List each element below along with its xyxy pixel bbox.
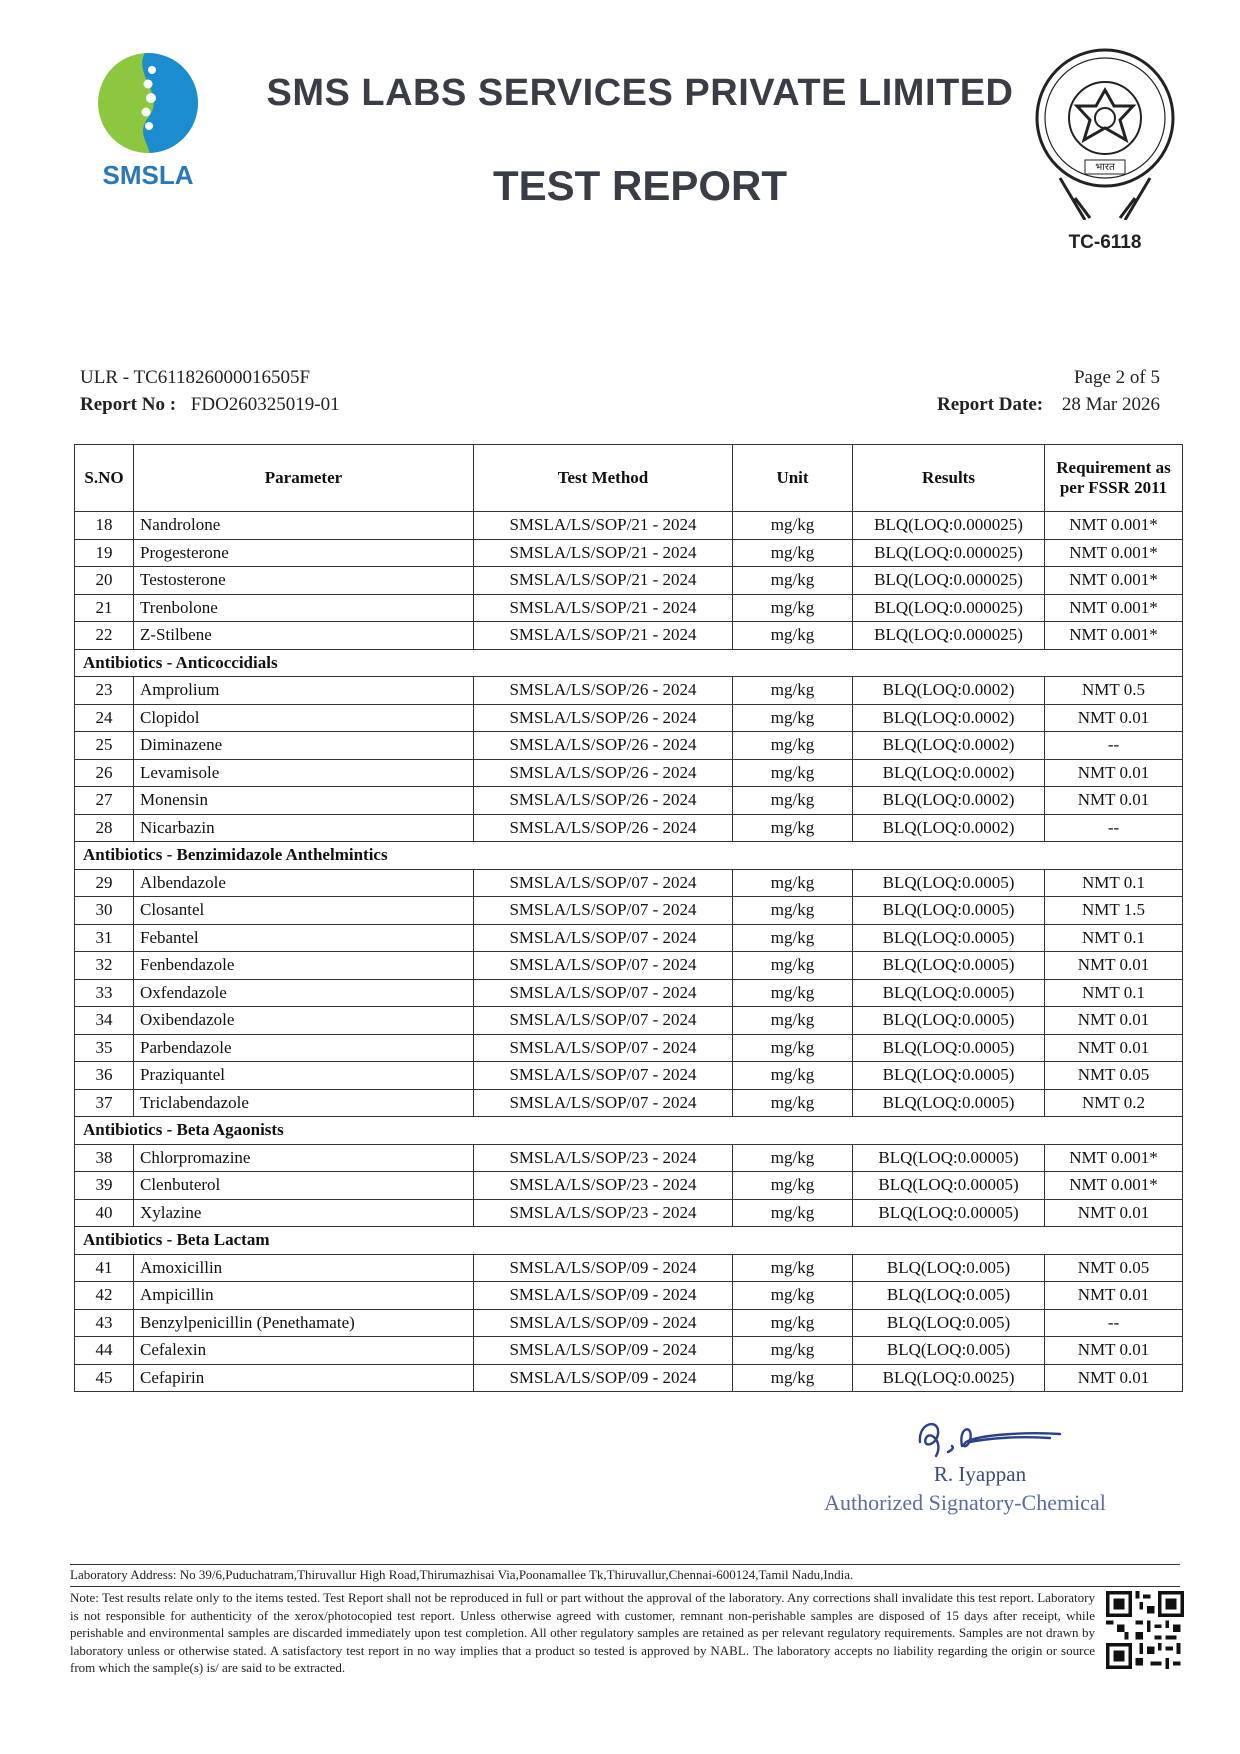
- signatory-role: Authorized Signatory-Chemical: [824, 1490, 1106, 1515]
- cell-unit: mg/kg: [733, 539, 853, 567]
- cell-result: BLQ(LOQ:0.0005): [853, 1062, 1045, 1090]
- cell-sno: 44: [75, 1337, 134, 1365]
- cell-unit: mg/kg: [733, 1062, 853, 1090]
- table-row: [75, 512, 1183, 540]
- cell-result: BLQ(LOQ:0.0002): [853, 732, 1045, 760]
- cell-test-method: SMSLA/LS/SOP/07 - 2024: [474, 1089, 733, 1117]
- cell-unit: mg/kg: [733, 677, 853, 705]
- cell-test-method: SMSLA/LS/SOP/07 - 2024: [474, 869, 733, 897]
- cell-test-method: SMSLA/LS/SOP/07 - 2024: [474, 979, 733, 1007]
- cell-parameter: Closantel: [134, 897, 474, 925]
- accreditation-code: TC-6118: [1068, 232, 1142, 253]
- cell-parameter: Benzylpenicillin (Penethamate): [134, 1309, 474, 1337]
- section-title: Antibiotics - Benzimidazole Anthelmintics: [75, 842, 1183, 870]
- cell-unit: mg/kg: [733, 924, 853, 952]
- cell-parameter: Praziquantel: [134, 1062, 474, 1090]
- cell-unit: mg/kg: [733, 512, 853, 540]
- ulr-number: ULR - TC611826000016505F: [80, 367, 311, 388]
- cell-parameter: Cefalexin: [134, 1337, 474, 1365]
- cell-sno: 42: [75, 1282, 134, 1310]
- cell-result: BLQ(LOQ:0.000025): [853, 567, 1045, 595]
- cell-parameter: Nicarbazin: [134, 814, 474, 842]
- table-row: [75, 1144, 1183, 1172]
- cell-unit: mg/kg: [733, 1089, 853, 1117]
- company-name: SMS LABS SERVICES PRIVATE LIMITED: [266, 72, 1014, 114]
- column-header-results: Results: [853, 445, 1045, 512]
- cell-sno: 19: [75, 539, 134, 567]
- cell-unit: mg/kg: [733, 1172, 853, 1200]
- cell-unit: mg/kg: [733, 1007, 853, 1035]
- cell-sno: 29: [75, 869, 134, 897]
- cell-parameter: Monensin: [134, 787, 474, 815]
- cell-sno: 25: [75, 732, 134, 760]
- cell-parameter: Diminazene: [134, 732, 474, 760]
- cell-test-method: SMSLA/LS/SOP/09 - 2024: [474, 1337, 733, 1365]
- cell-unit: mg/kg: [733, 1337, 853, 1365]
- cell-requirement: NMT 0.001*: [1045, 1144, 1183, 1172]
- cell-sno: 36: [75, 1062, 134, 1090]
- disclaimer-note: Note: Test results relate only to the items tested. Test Report shall not be reproduced in full or part without the approval of the laboratory. Any corrections shall invalidate this test report. Laboratory is not responsible for authenticity of the xerox/photocopied test report. Unless otherwise agreed with customer, remnant non-perishable samples are disposed of 15 days after receipt, while perishable and environmental samples are discarded immediately upon test completion. All other regulatory samples are retained as per relevant regulatory requirements. Samples are not drawn by laboratory unless or otherwise stated. A satisfactory test report in no way implies that a product so tested is approved by NABL. The laboratory accepts no liability regarding the origin or source from which the sample(s) is/ are said to be extracted.: [70, 1590, 1095, 1675]
- table-row: [75, 924, 1183, 952]
- cell-result: BLQ(LOQ:0.000025): [853, 622, 1045, 650]
- cell-unit: mg/kg: [733, 897, 853, 925]
- cell-result: BLQ(LOQ:0.0005): [853, 1034, 1045, 1062]
- table-row: [75, 1007, 1183, 1035]
- cell-sno: 31: [75, 924, 134, 952]
- table-row: [75, 677, 1183, 705]
- cell-unit: mg/kg: [733, 979, 853, 1007]
- cell-result: BLQ(LOQ:0.0005): [853, 952, 1045, 980]
- cell-unit: mg/kg: [733, 594, 853, 622]
- cell-unit: mg/kg: [733, 952, 853, 980]
- cell-sno: 18: [75, 512, 134, 540]
- cell-sno: 22: [75, 622, 134, 650]
- table-row: [75, 732, 1183, 760]
- cell-result: BLQ(LOQ:0.0005): [853, 924, 1045, 952]
- cell-test-method: SMSLA/LS/SOP/26 - 2024: [474, 759, 733, 787]
- cell-result: BLQ(LOQ:0.0002): [853, 814, 1045, 842]
- table-row: [75, 594, 1183, 622]
- cell-result: BLQ(LOQ:0.005): [853, 1254, 1045, 1282]
- cell-test-method: SMSLA/LS/SOP/26 - 2024: [474, 787, 733, 815]
- cell-requirement: NMT 0.01: [1045, 759, 1183, 787]
- section-header-row: [75, 649, 1183, 677]
- cell-sno: 33: [75, 979, 134, 1007]
- footer-divider-2: [70, 1586, 1180, 1587]
- cell-requirement: NMT 0.01: [1045, 1034, 1183, 1062]
- cell-sno: 23: [75, 677, 134, 705]
- cell-result: BLQ(LOQ:0.0002): [853, 704, 1045, 732]
- accreditation-seal: [1030, 48, 1180, 220]
- section-title: Antibiotics - Anticoccidials: [75, 649, 1183, 677]
- cell-sno: 27: [75, 787, 134, 815]
- section-header-row: [75, 842, 1183, 870]
- cell-sno: 32: [75, 952, 134, 980]
- signatory-name: R. Iyappan: [933, 1462, 1027, 1486]
- table-row: [75, 567, 1183, 595]
- cell-parameter: Fenbendazole: [134, 952, 474, 980]
- cell-sno: 30: [75, 897, 134, 925]
- cell-requirement: NMT 0.05: [1045, 1062, 1183, 1090]
- table-header-row: [75, 445, 1183, 512]
- cell-result: BLQ(LOQ:0.005): [853, 1309, 1045, 1337]
- cell-requirement: NMT 0.01: [1045, 1337, 1183, 1365]
- company-logo: [88, 48, 208, 198]
- cell-requirement: NMT 0.001*: [1045, 567, 1183, 595]
- cell-sno: 34: [75, 1007, 134, 1035]
- laboratory-address: Laboratory Address: No 39/6,Puduchatram,Thiruvallur High Road,Thirumazhisai Via,Poonamallee Tk,Thiruvallur,Chennai-600124,Tamil Nadu,India.: [70, 1567, 854, 1582]
- cell-unit: mg/kg: [733, 814, 853, 842]
- cell-parameter: Amprolium: [134, 677, 474, 705]
- cell-test-method: SMSLA/LS/SOP/21 - 2024: [474, 539, 733, 567]
- cell-requirement: NMT 0.2: [1045, 1089, 1183, 1117]
- cell-test-method: SMSLA/LS/SOP/26 - 2024: [474, 732, 733, 760]
- table-row: [75, 1089, 1183, 1117]
- footer-divider: [70, 1564, 1180, 1565]
- cell-result: BLQ(LOQ:0.0005): [853, 897, 1045, 925]
- cell-requirement: NMT 0.1: [1045, 979, 1183, 1007]
- table-row: [75, 979, 1183, 1007]
- cell-result: BLQ(LOQ:0.00005): [853, 1199, 1045, 1227]
- cell-sno: 39: [75, 1172, 134, 1200]
- cell-parameter: Febantel: [134, 924, 474, 952]
- section-title: Antibiotics - Beta Agaonists: [75, 1117, 1183, 1145]
- cell-parameter: Parbendazole: [134, 1034, 474, 1062]
- cell-requirement: NMT 0.01: [1045, 952, 1183, 980]
- table-row: [75, 622, 1183, 650]
- cell-requirement: NMT 0.05: [1045, 1254, 1183, 1282]
- table-row: [75, 952, 1183, 980]
- cell-unit: mg/kg: [733, 567, 853, 595]
- cell-sno: 38: [75, 1144, 134, 1172]
- cell-requirement: NMT 0.01: [1045, 1199, 1183, 1227]
- table-row: [75, 814, 1183, 842]
- cell-test-method: SMSLA/LS/SOP/09 - 2024: [474, 1364, 733, 1392]
- section-title: Antibiotics - Beta Lactam: [75, 1227, 1183, 1255]
- table-row: [75, 759, 1183, 787]
- cell-sno: 43: [75, 1309, 134, 1337]
- cell-test-method: SMSLA/LS/SOP/21 - 2024: [474, 622, 733, 650]
- logo-text: SMSLA: [102, 160, 194, 190]
- cell-requirement: NMT 1.5: [1045, 897, 1183, 925]
- table-row: [75, 1282, 1183, 1310]
- cell-result: BLQ(LOQ:0.0002): [853, 677, 1045, 705]
- cell-parameter: Nandrolone: [134, 512, 474, 540]
- cell-unit: mg/kg: [733, 1282, 853, 1310]
- cell-unit: mg/kg: [733, 759, 853, 787]
- cell-parameter: Oxibendazole: [134, 1007, 474, 1035]
- qr-code-graphic: [1106, 1590, 1184, 1670]
- cell-requirement: --: [1045, 1309, 1183, 1337]
- cell-test-method: SMSLA/LS/SOP/07 - 2024: [474, 1062, 733, 1090]
- report-date-label: Report Date:: [937, 394, 1044, 415]
- cell-sno: 40: [75, 1199, 134, 1227]
- cell-unit: mg/kg: [733, 869, 853, 897]
- report-number: [80, 394, 340, 416]
- cell-test-method: SMSLA/LS/SOP/07 - 2024: [474, 1034, 733, 1062]
- cell-unit: mg/kg: [733, 1364, 853, 1392]
- cell-test-method: SMSLA/LS/SOP/21 - 2024: [474, 594, 733, 622]
- cell-unit: mg/kg: [733, 787, 853, 815]
- section-header-row: [75, 1117, 1183, 1145]
- table-row: [75, 1254, 1183, 1282]
- cell-test-method: SMSLA/LS/SOP/21 - 2024: [474, 567, 733, 595]
- cell-requirement: NMT 0.001*: [1045, 539, 1183, 567]
- column-header-requirement: Requirement as per FSSR 2011: [1045, 445, 1183, 512]
- cell-test-method: SMSLA/LS/SOP/21 - 2024: [474, 512, 733, 540]
- cell-requirement: --: [1045, 732, 1183, 760]
- report-date-value: 28 Mar 2026: [1061, 394, 1160, 415]
- cell-parameter: Albendazole: [134, 869, 474, 897]
- cell-parameter: Amoxicillin: [134, 1254, 474, 1282]
- table-row: [75, 1309, 1183, 1337]
- cell-unit: mg/kg: [733, 1199, 853, 1227]
- cell-result: BLQ(LOQ:0.0025): [853, 1364, 1045, 1392]
- cell-result: BLQ(LOQ:0.000025): [853, 512, 1045, 540]
- cell-requirement: NMT 0.001*: [1045, 512, 1183, 540]
- cell-unit: mg/kg: [733, 1144, 853, 1172]
- cell-parameter: Clenbuterol: [134, 1172, 474, 1200]
- cell-parameter: Triclabendazole: [134, 1089, 474, 1117]
- table-row: [75, 1062, 1183, 1090]
- report-number-label: Report No :: [80, 394, 177, 415]
- table-row: [75, 1172, 1183, 1200]
- cell-parameter: Clopidol: [134, 704, 474, 732]
- cell-result: BLQ(LOQ:0.0002): [853, 759, 1045, 787]
- cell-test-method: SMSLA/LS/SOP/07 - 2024: [474, 952, 733, 980]
- cell-result: BLQ(LOQ:0.0005): [853, 869, 1045, 897]
- cell-sno: 35: [75, 1034, 134, 1062]
- cell-test-method: SMSLA/LS/SOP/23 - 2024: [474, 1199, 733, 1227]
- cell-unit: mg/kg: [733, 1254, 853, 1282]
- results-table: [74, 444, 1183, 1392]
- column-header-parameter: Parameter: [134, 445, 474, 512]
- cell-requirement: NMT 0.001*: [1045, 1172, 1183, 1200]
- qr-code-icon[interactable]: [1106, 1590, 1184, 1670]
- cell-requirement: NMT 0.001*: [1045, 594, 1183, 622]
- cell-result: BLQ(LOQ:0.0005): [853, 1007, 1045, 1035]
- cell-result: BLQ(LOQ:0.000025): [853, 539, 1045, 567]
- cell-test-method: SMSLA/LS/SOP/23 - 2024: [474, 1172, 733, 1200]
- cell-result: BLQ(LOQ:0.0005): [853, 979, 1045, 1007]
- cell-parameter: Levamisole: [134, 759, 474, 787]
- report-date: [937, 394, 1160, 416]
- cell-test-method: SMSLA/LS/SOP/26 - 2024: [474, 677, 733, 705]
- cell-test-method: SMSLA/LS/SOP/26 - 2024: [474, 814, 733, 842]
- cell-parameter: Progesterone: [134, 539, 474, 567]
- cell-parameter: Ampicillin: [134, 1282, 474, 1310]
- table-row: [75, 1034, 1183, 1062]
- table-row: [75, 787, 1183, 815]
- signature-graphic: [900, 1412, 1070, 1464]
- cell-test-method: SMSLA/LS/SOP/07 - 2024: [474, 897, 733, 925]
- cell-requirement: --: [1045, 814, 1183, 842]
- cell-parameter: Cefapirin: [134, 1364, 474, 1392]
- cell-test-method: SMSLA/LS/SOP/09 - 2024: [474, 1282, 733, 1310]
- table-row: [75, 1199, 1183, 1227]
- column-header-unit: Unit: [733, 445, 853, 512]
- cell-unit: mg/kg: [733, 704, 853, 732]
- cell-requirement: NMT 0.01: [1045, 787, 1183, 815]
- cell-result: BLQ(LOQ:0.00005): [853, 1144, 1045, 1172]
- table-row: [75, 1337, 1183, 1365]
- cell-requirement: NMT 0.1: [1045, 924, 1183, 952]
- section-header-row: [75, 1227, 1183, 1255]
- table-row: [75, 1364, 1183, 1392]
- cell-requirement: NMT 0.001*: [1045, 622, 1183, 650]
- cell-parameter: Trenbolone: [134, 594, 474, 622]
- cell-requirement: NMT 0.01: [1045, 1364, 1183, 1392]
- page-indicator: Page 2 of 5: [1073, 367, 1160, 388]
- cell-test-method: SMSLA/LS/SOP/07 - 2024: [474, 1007, 733, 1035]
- cell-sno: 24: [75, 704, 134, 732]
- cell-parameter: Oxfendazole: [134, 979, 474, 1007]
- table-row: [75, 539, 1183, 567]
- seal-bottom-text: भारत: [1095, 162, 1115, 173]
- cell-sno: 20: [75, 567, 134, 595]
- cell-unit: mg/kg: [733, 1034, 853, 1062]
- table-row: [75, 897, 1183, 925]
- cell-unit: mg/kg: [733, 732, 853, 760]
- cell-requirement: NMT 0.01: [1045, 704, 1183, 732]
- column-header-sno: S.NO: [75, 445, 134, 512]
- cell-parameter: Chlorpromazine: [134, 1144, 474, 1172]
- nabl-seal-icon: [1030, 48, 1180, 220]
- cell-requirement: NMT 0.1: [1045, 869, 1183, 897]
- cell-result: BLQ(LOQ:0.00005): [853, 1172, 1045, 1200]
- handwritten-signature: [900, 1412, 1070, 1464]
- cell-test-method: SMSLA/LS/SOP/23 - 2024: [474, 1144, 733, 1172]
- table-row: [75, 704, 1183, 732]
- cell-unit: mg/kg: [733, 1309, 853, 1337]
- cell-unit: mg/kg: [733, 622, 853, 650]
- cell-sno: 26: [75, 759, 134, 787]
- cell-result: BLQ(LOQ:0.005): [853, 1282, 1045, 1310]
- table-body: [75, 512, 1183, 1392]
- cell-sno: 41: [75, 1254, 134, 1282]
- cell-result: BLQ(LOQ:0.0002): [853, 787, 1045, 815]
- cell-test-method: SMSLA/LS/SOP/09 - 2024: [474, 1309, 733, 1337]
- cell-result: BLQ(LOQ:0.000025): [853, 594, 1045, 622]
- cell-sno: 37: [75, 1089, 134, 1117]
- report-number-value: FDO260325019-01: [190, 394, 340, 415]
- cell-test-method: SMSLA/LS/SOP/07 - 2024: [474, 924, 733, 952]
- document-title: TEST REPORT: [492, 162, 788, 209]
- cell-requirement: NMT 0.5: [1045, 677, 1183, 705]
- cell-sno: 21: [75, 594, 134, 622]
- cell-test-method: SMSLA/LS/SOP/26 - 2024: [474, 704, 733, 732]
- cell-sno: 28: [75, 814, 134, 842]
- cell-requirement: NMT 0.01: [1045, 1007, 1183, 1035]
- column-header-test-method: Test Method: [474, 445, 733, 512]
- cell-requirement: NMT 0.01: [1045, 1282, 1183, 1310]
- cell-test-method: SMSLA/LS/SOP/09 - 2024: [474, 1254, 733, 1282]
- cell-parameter: Testosterone: [134, 567, 474, 595]
- cell-parameter: Z-Stilbene: [134, 622, 474, 650]
- cell-result: BLQ(LOQ:0.0005): [853, 1089, 1045, 1117]
- table-row: [75, 869, 1183, 897]
- cell-parameter: Xylazine: [134, 1199, 474, 1227]
- cell-result: BLQ(LOQ:0.005): [853, 1337, 1045, 1365]
- cell-sno: 45: [75, 1364, 134, 1392]
